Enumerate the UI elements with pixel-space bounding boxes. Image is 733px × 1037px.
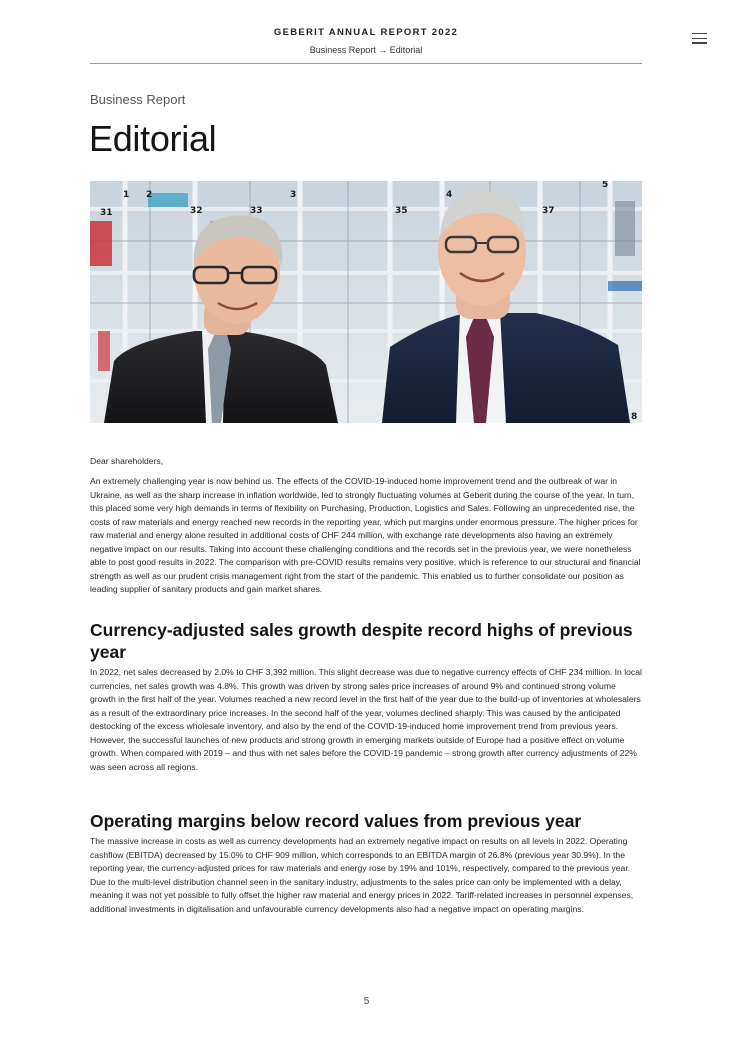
hero-photo	[90, 181, 642, 423]
margins-paragraph: The massive increase in costs as well as currency developments had an extremely negative impact on results on all levels in 2022. Operating cashflow (EBITDA) decreased by 15.0% to CHF 909 million, which corresponds to an EBITDA margin of 26.8% (previous year 30.9%). In the reporting year, the currency-adjusted prices for raw materials and energy rose by 19% and 101%, respectively, compared to the previous year. Due to the multi-level distribution channel seen in the sanitary industry, adjustments to the sales price can only be implemented with a delay, meaning it was not yet possible to fully offset the higher raw material and energy prices in 2022. Tariff-related increases in personnel expenses, additional investments in digitalisation and unfavourable currency developments also had a negative impact on operating margins.	[90, 836, 634, 914]
photo-tag: 2	[146, 190, 153, 200]
photo-tag: 33	[250, 206, 263, 216]
photo-tag: 3	[290, 190, 297, 200]
page-number: 5	[363, 996, 370, 1007]
intro-paragraph: An extremely challenging year is now behind us. The effects of the COVID-19-induced home improvement trend and the outbreak of war in Ukraine, as well as the sharp increase in inflation worldwide, led to strongly fluctuating volumes at Geberit during the course of the year. In turn, this placed some very high demands in terms of flexibility on Purchasing, Production, Logistics and Sales. Following an unprecedented rise, the costs of raw materials and energy reached new records in the reporting year, which put margins under enormous pressure. The higher prices for raw material and energy alone resulted in additional costs of CHF 244 million, with exchange rate developments also having an extremely negative impact on our results. Taking into account these challenging conditions and the records set in the previous year, we were nonetheless able to post good results in 2022. The comparison with pre-COVID results remains very positive, which is reference to our structural and financial strength as well as our prudent crisis management right from the start of the pandemic. This enabled us to further consolidate our position as leading supplier of sanitary products and gain market shares.	[90, 476, 641, 594]
greeting: Dear shareholders,	[90, 456, 164, 466]
section-label: Business Report	[90, 92, 186, 107]
photo-tag: 32	[190, 206, 203, 216]
report-header	[90, 0, 642, 64]
heading-sales-growth: Currency-adjusted sales growth despite record highs of previous year	[90, 620, 633, 662]
heading-operating-margins: Operating margins below record values from previous year	[90, 811, 582, 831]
photo-tag: 37	[542, 206, 555, 216]
photo-tag: 35	[395, 206, 408, 216]
sales-paragraph: In 2022, net sales decreased by 2.0% to CHF 3,392 million. This slight decrease was due to negative currency effects of CHF 234 million. In local currencies, net sales growth was 4.8%. This growth was driven by strong sales price increases of around 9% and continued strong volume growth in the first half of the year. Volumes reached a new record level in the first half of the year due to the build-up of inventories at wholesalers as a result of the extraordinary price increases. In the second half of the year, volumes declined sharply. This was caused by the anticipated destocking of the excess wholesale inventory, and also by the end of the COVID-19-induced home improvement trend from previous years. However, the successful launches of new products and strong growth in emerging markets outside of Europe had a positive effect on volume growth. When compared with 2019 – and thus with net sales before the COVID-19 pandemic – strong growth after currency adjustments of 22% was seen across all regions.	[90, 667, 642, 772]
photo-tag: 31	[100, 208, 113, 218]
breadcrumb[interactable]: Business Report → Editorial	[309, 45, 423, 55]
photo-tag: 4	[446, 190, 453, 200]
hamburger-menu-icon[interactable]	[692, 33, 707, 44]
page-title: Editorial	[89, 118, 217, 159]
photo-tag: 1	[123, 190, 130, 200]
photo-tag: 8	[631, 412, 638, 422]
photo-tag: 5	[602, 181, 609, 190]
report-title: GEBERIT ANNUAL REPORT 2022	[273, 27, 459, 38]
